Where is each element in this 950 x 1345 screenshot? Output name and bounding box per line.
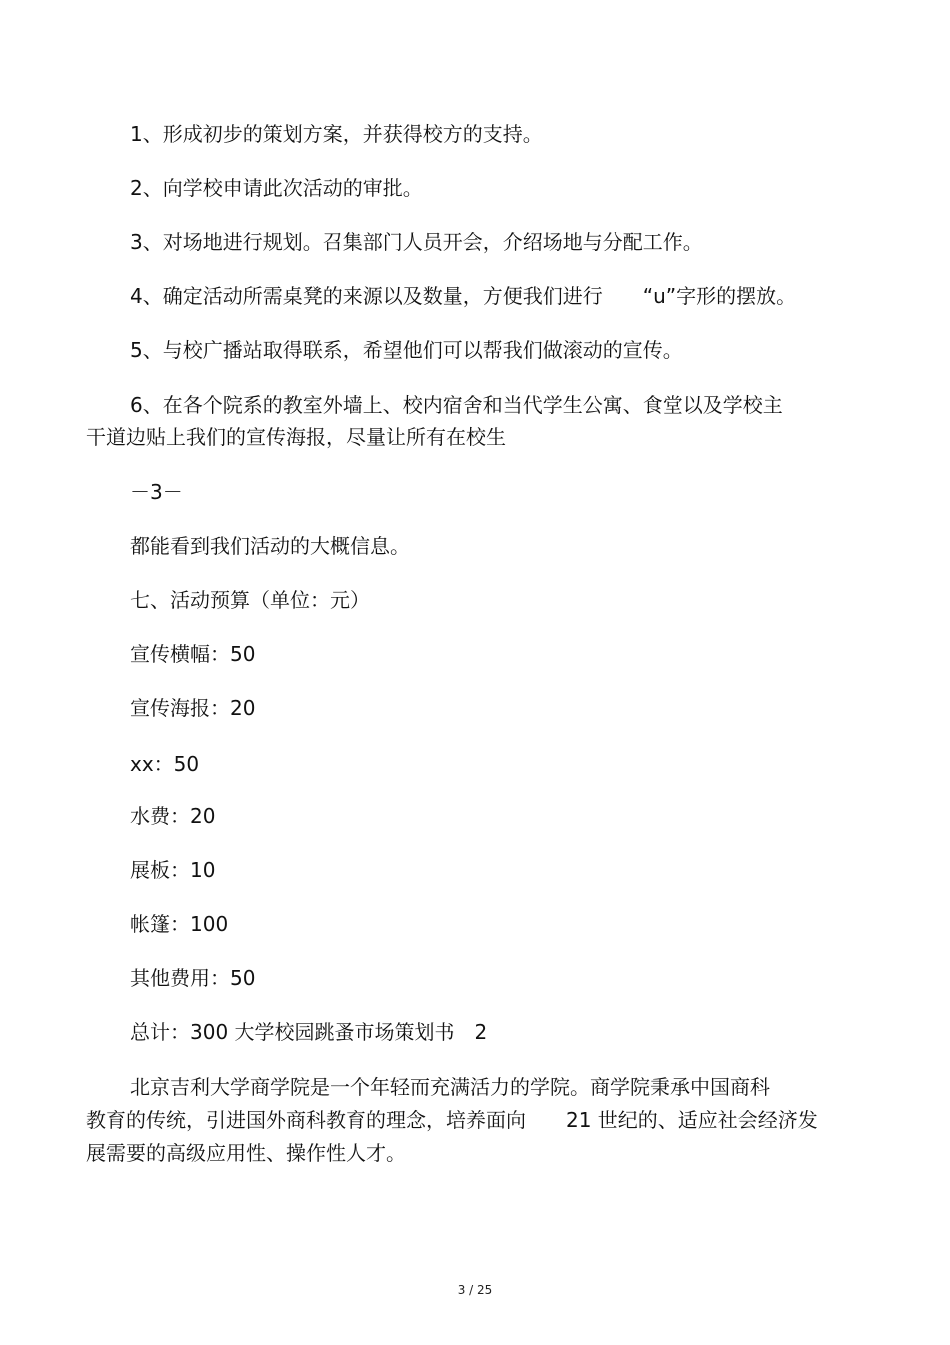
intro-paragraph-line: 教育的传统，引进国外商科教育的理念，培养面向 21 世纪的、适应社会经济发: [86, 1108, 818, 1132]
budget-item: 帐篷：100: [130, 912, 229, 936]
step-3: 3、对场地进行规划。召集部门人员开会，介绍场地与分配工作。: [130, 230, 703, 254]
step-4: 4、确定活动所需桌凳的来源以及数量，方便我们进行 “u”字形的摆放。: [130, 284, 797, 308]
step-2: 2、向学校申请此次活动的审批。: [130, 176, 423, 200]
intro-paragraph-line: 北京吉利大学商学院是一个年轻而充满活力的学院。商学院秉承中国商科: [130, 1075, 770, 1099]
continuation-text: 都能看到我们活动的大概信息。: [130, 534, 410, 558]
budget-item: xx：50: [130, 752, 200, 776]
step-1: 1、形成初步的策划方案，并获得校方的支持。: [130, 122, 543, 146]
budget-heading: 七、活动预算（单位：元）: [130, 588, 370, 612]
budget-item: 展板：10: [130, 858, 216, 882]
intro-paragraph-line: 展需要的高级应用性、操作性人才。: [86, 1141, 406, 1165]
budget-item: 其他费用：50: [130, 966, 256, 990]
budget-total: 总计：300 大学校园跳蚤市场策划书 2: [130, 1020, 488, 1044]
budget-item: 宣传海报：20: [130, 696, 256, 720]
page-number: 3 / 25: [457, 1283, 493, 1297]
page-marker: －3－: [130, 480, 183, 504]
budget-item: 宣传横幅：50: [130, 642, 256, 666]
step-6: 6、在各个院系的教室外墙上、校内宿舍和当代学生公寓、食堂以及学校主: [130, 393, 783, 417]
step-5: 5、与校广播站取得联系，希望他们可以帮我们做滚动的宣传。: [130, 338, 683, 362]
budget-item: 水费：20: [130, 804, 216, 828]
step-6-continued: 干道边贴上我们的宣传海报，尽量让所有在校生: [86, 425, 506, 449]
